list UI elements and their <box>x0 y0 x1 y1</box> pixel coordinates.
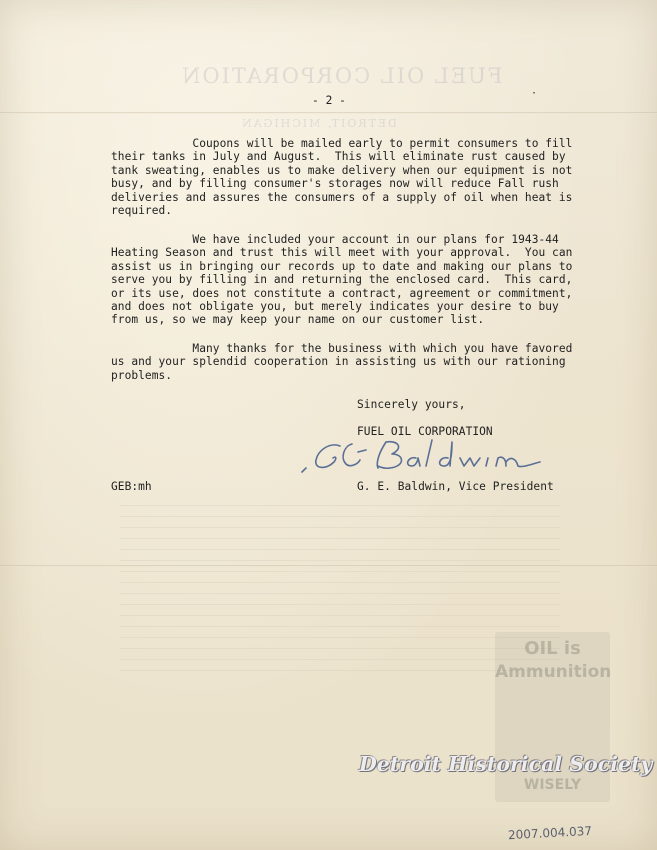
poster-line: Ammunition <box>495 662 612 682</box>
paragraph-1 <box>111 137 572 217</box>
text-line: Heating Season and trust this will meet with your approval. You can <box>111 246 573 260</box>
show-through-poster <box>495 632 610 802</box>
poster-line: WISELY <box>523 777 582 793</box>
handwritten-signature <box>300 436 560 476</box>
poster-line: OIL is <box>524 638 581 659</box>
text-line: busy, and by filling consumer's storages now will reduce Fall rush <box>111 177 559 191</box>
text-line: Many thanks for the business with which you have favored <box>111 342 573 355</box>
watermark: Detroit Historical Society <box>359 752 653 776</box>
text-line: their tanks in July and August. This will eliminate rust caused by <box>111 150 566 164</box>
text-line: or its use, does not constitute a contract, agreement or commitment, <box>111 286 573 300</box>
paper-fold-line <box>0 112 657 114</box>
text-line: We have included your account in our plans for 1943-44 <box>111 233 559 246</box>
text-line: Coupons will be mailed early to permit consumers to fill <box>111 137 573 150</box>
text-line: assist us in bringing our records up to date and making our plans to <box>111 259 573 273</box>
paragraph-2 <box>111 233 572 327</box>
typist-initials: GEB:mh <box>111 480 152 493</box>
accession-number: 2007.004.037 <box>507 823 593 843</box>
text-line: problems. <box>111 368 173 382</box>
ink-speck: · <box>531 88 538 99</box>
paragraph-3 <box>111 342 572 382</box>
text-line: from us, so we may keep your name on our customer list. <box>111 313 485 327</box>
text-line: us and your splendid cooperation in assisting us with our rationing <box>111 355 566 369</box>
show-through-letterhead-city: DETROIT, MICHIGAN <box>240 117 397 130</box>
closing: Sincerely yours, <box>357 398 466 411</box>
page-number: - 2 - <box>312 94 346 107</box>
show-through-text <box>120 505 560 745</box>
company-name: FUEL OIL CORPORATION <box>357 425 493 438</box>
show-through-letterhead-title: FUEL OIL CORPORATION <box>180 64 503 88</box>
signer-name: G. E. Baldwin, Vice President <box>357 480 554 493</box>
text-line: serve you by filling in and returning the enclosed card. This card, <box>111 273 573 287</box>
text-line: required. <box>111 204 173 218</box>
text-line: and does not obligate you, but merely indicates your desire to buy <box>111 300 559 314</box>
text-line: tank sweating, enables us to make delivery when our equipment is not <box>111 163 573 177</box>
text-line: deliveries and assures the consumers of a supply of oil when heat is <box>111 190 573 204</box>
